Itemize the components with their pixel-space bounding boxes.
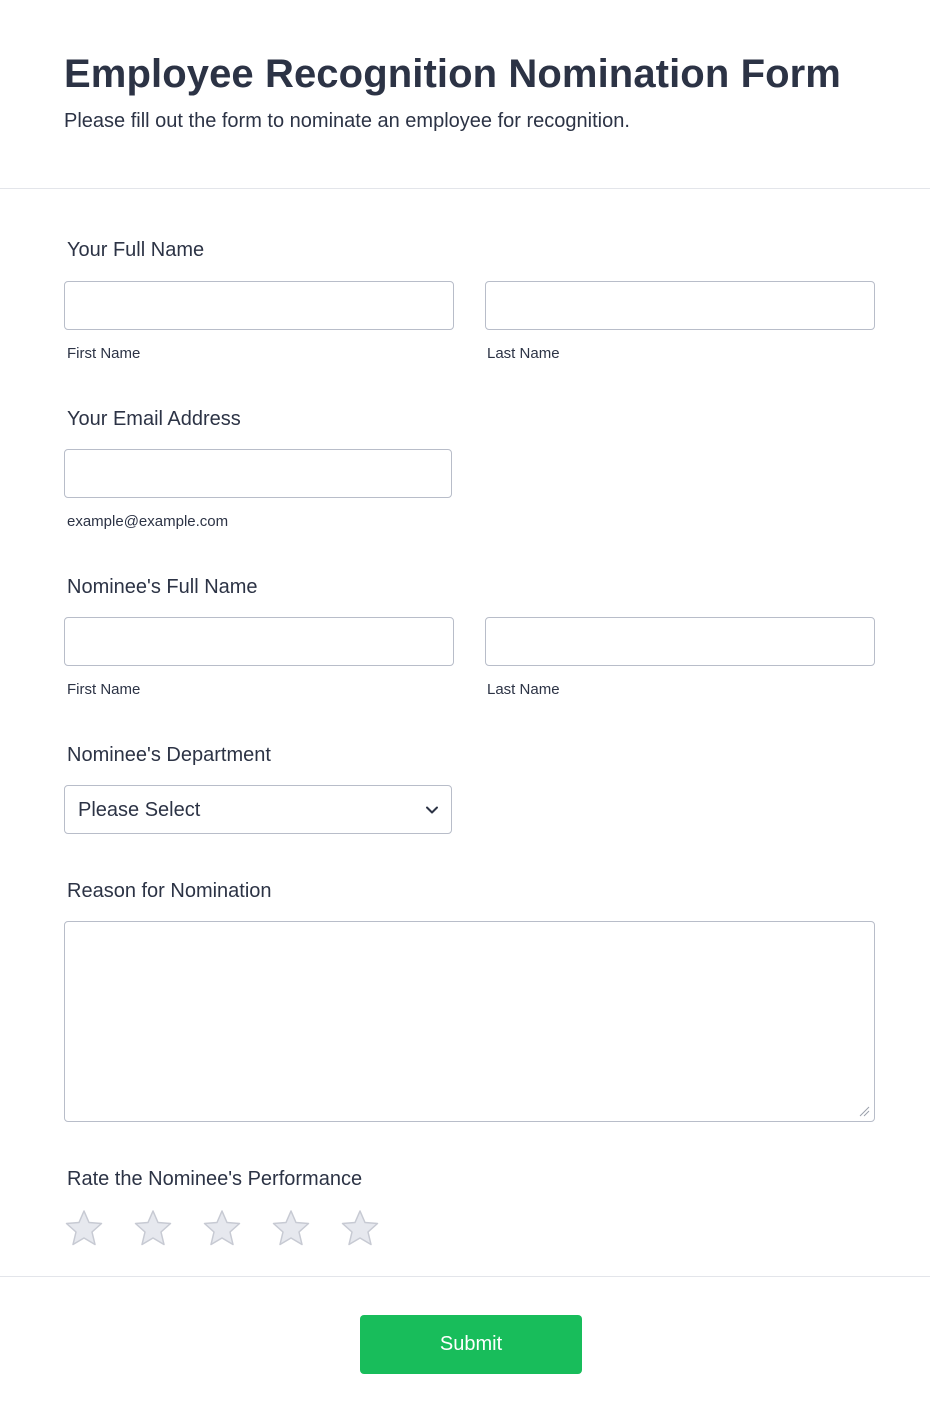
star-icon[interactable] xyxy=(202,1208,242,1248)
your-first-name-input[interactable] xyxy=(64,281,454,330)
star-icon[interactable] xyxy=(340,1208,380,1248)
your-first-name-sublabel: First Name xyxy=(67,345,141,362)
form-header xyxy=(0,0,930,189)
email-sublabel: example@example.com xyxy=(67,513,229,530)
your-name-label: Your Full Name xyxy=(67,239,205,261)
email-label: Your Email Address xyxy=(67,408,241,430)
reason-textarea[interactable] xyxy=(64,921,875,1122)
resize-grip-icon[interactable] xyxy=(858,1105,870,1117)
form-title: Employee Recognition Nomination Form xyxy=(64,52,841,96)
department-selected-value: Please Select xyxy=(78,799,201,821)
form-subtitle: Please fill out the form to nominate an employee for recognition. xyxy=(64,110,630,132)
nominee-first-name-input[interactable] xyxy=(64,617,454,666)
chevron-down-icon xyxy=(425,803,439,817)
department-select[interactable] xyxy=(64,785,452,834)
star-icon[interactable] xyxy=(133,1208,173,1248)
submit-button[interactable]: Submit xyxy=(360,1315,582,1374)
star-icon[interactable] xyxy=(271,1208,311,1248)
rating-label: Rate the Nominee's Performance xyxy=(67,1168,363,1190)
email-input[interactable] xyxy=(64,449,452,498)
star-icon[interactable] xyxy=(64,1208,104,1248)
nominee-last-name-sublabel: Last Name xyxy=(487,681,560,698)
your-last-name-input[interactable] xyxy=(485,281,875,330)
your-last-name-sublabel: Last Name xyxy=(487,345,560,362)
reason-label: Reason for Nomination xyxy=(67,880,272,902)
nominee-last-name-input[interactable] xyxy=(485,617,875,666)
nominee-name-label: Nominee's Full Name xyxy=(67,576,258,598)
department-label: Nominee's Department xyxy=(67,744,271,766)
nominee-first-name-sublabel: First Name xyxy=(67,681,141,698)
form-footer xyxy=(0,1276,930,1423)
